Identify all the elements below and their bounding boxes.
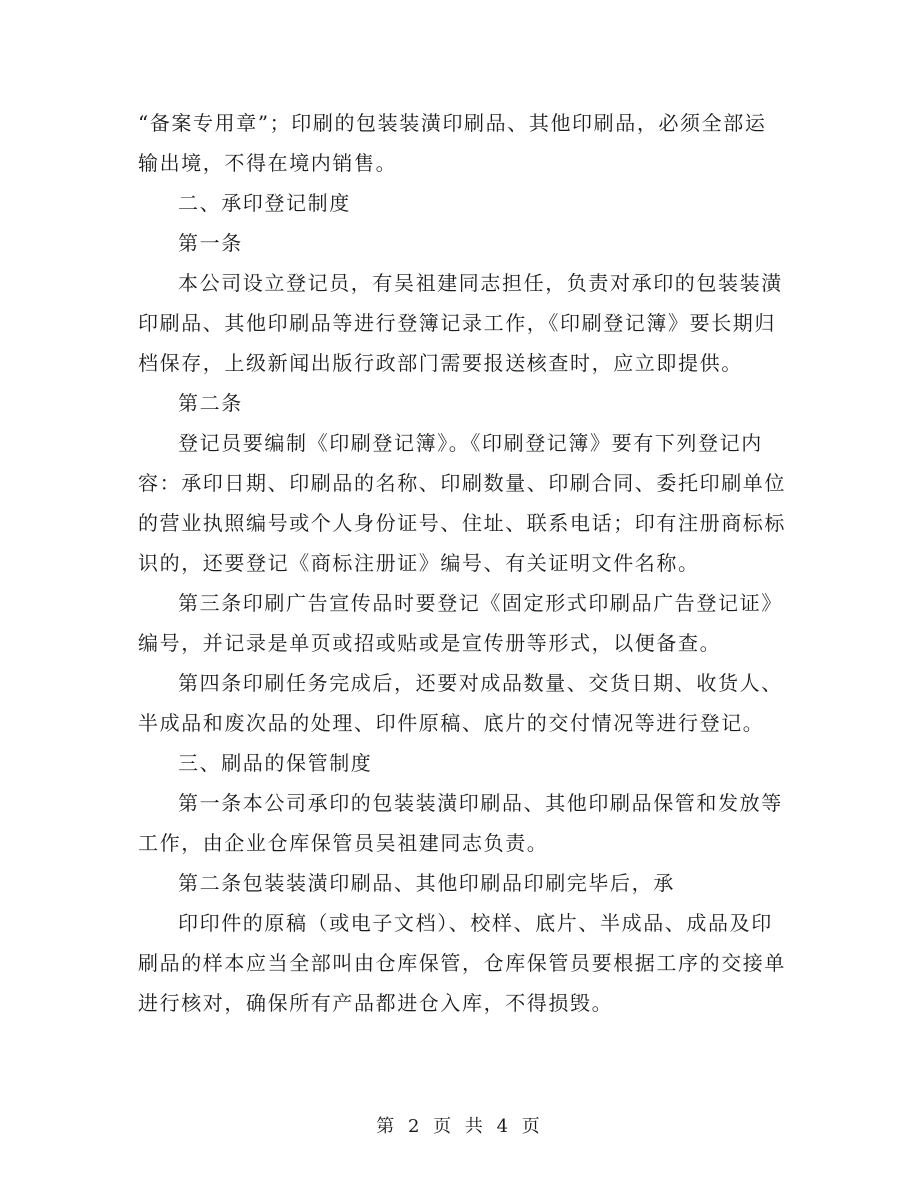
text-line: 识的，还要登记《商标注册证》编号、有关证明文件名称。: [138, 551, 700, 575]
text-line: 编号，并记录是单页或招或贴或是宣传册等形式，以便备查。: [138, 631, 722, 655]
page-footer: 第 2 页 共 4 页: [376, 1116, 544, 1137]
text-line: 印印件的原稿（或电子文档）、校样、底片、半成品、成品及印: [178, 911, 773, 935]
text-line: 三、刷品的保管制度: [178, 751, 373, 775]
text-line: 档保存，上级新闻出版行政部门需要报送核查时，应立即提供。: [138, 351, 743, 375]
text-line: “备案专用章”；印刷的包装装潢印刷品、其他印刷品，必须全部运: [138, 111, 767, 135]
text-line: 第二条包装装潢印刷品、其他印刷品印刷完毕后，承: [178, 871, 675, 895]
text-line: 第二条: [178, 391, 243, 415]
text-line: 工作，由企业仓库保管员吴祖建同志负责。: [138, 831, 549, 855]
text-line: 第一条本公司承印的包装装潢印刷品、其他印刷品保管和发放等: [178, 791, 783, 815]
text-line: 印刷品、其他印刷品等进行登簿记录工作，《印刷登记簿》要长期归: [138, 311, 776, 335]
text-line: 第一条: [178, 231, 243, 255]
text-line: 容：承印日期、印刷品的名称、印刷数量、印刷合同、委托印刷单位: [138, 471, 786, 495]
text-line: 输出境，不得在境内销售。: [138, 151, 398, 175]
text-line: 半成品和废次品的处理、印件原稿、底片的交付情况等进行登记。: [138, 711, 765, 735]
text-line: 刷品的样本应当全部叫由仓库保管，仓库保管员要根据工序的交接单: [138, 951, 786, 975]
text-line: 第三条印刷广告宣传品时要登记《固定形式印刷品广告登记证》: [178, 591, 783, 615]
text-line: 登记员要编制《印刷登记簿》。《印刷登记簿》要有下列登记内: [178, 431, 763, 455]
text-line: 二、承印登记制度: [178, 191, 351, 215]
text-line: 第四条印刷任务完成后，还要对成品数量、交货日期、收货人、: [178, 671, 783, 695]
text-line: 进行核对，确保所有产品都进仓入库，不得损毁。: [138, 991, 614, 1015]
text-line: 的营业执照编号或个人身份证号、住址、联系电话；印有注册商标标: [138, 511, 786, 535]
text-line: 本公司设立登记员，有吴祖建同志担任，负责对承印的包装装潢: [178, 271, 783, 295]
document-body: [138, 103, 786, 1023]
